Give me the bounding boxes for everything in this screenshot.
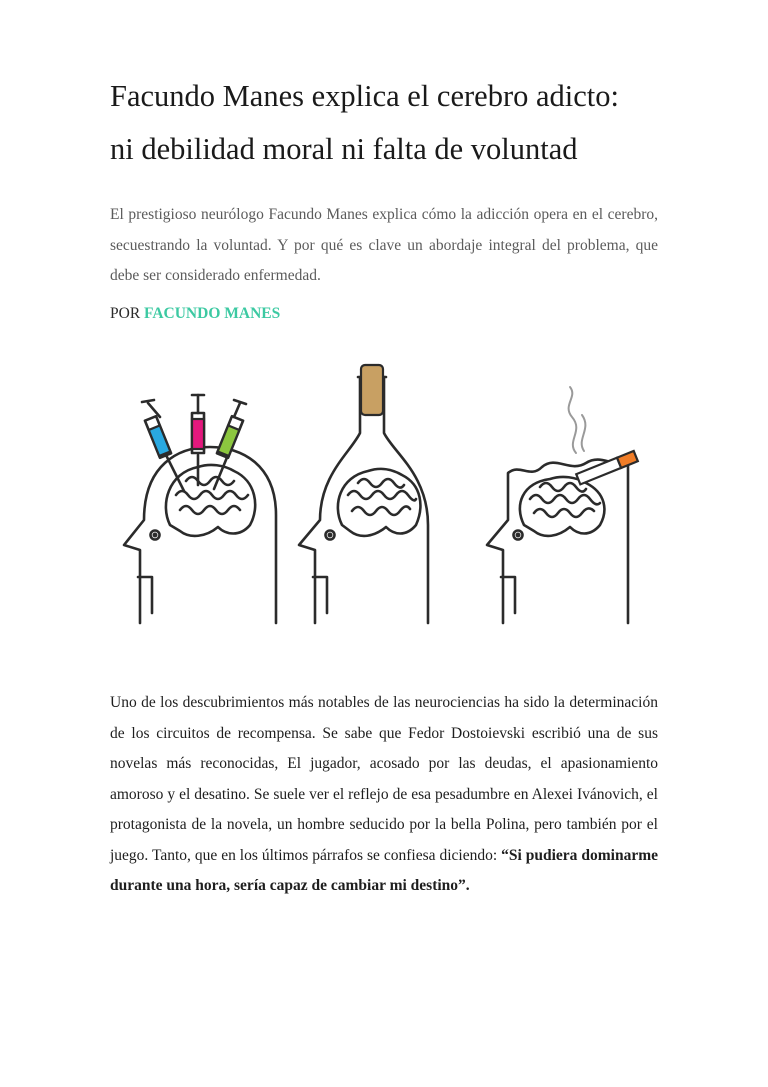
byline-prefix: POR [110,305,141,322]
article-subtitle: El prestigioso neurólogo Facundo Manes explica cómo la adicción opera en el cerebro, secuestrando la voluntad. Y por qué es clave un abordaje integral del problema, que debe ser considerado enfermedad. [110,206,658,284]
addicted-brain-illustration [110,355,658,630]
title-line-1: Facundo Manes explica el cerebro adicto: [110,79,619,113]
head-ashtray [487,387,628,623]
article-title [110,70,670,176]
byline [110,302,280,326]
bottle-cork [361,365,383,415]
dostoevsky-quote: “Si pudiera dominarme durante una hora, sería capaz de cambiar mi destino”. [110,846,658,894]
author-link[interactable]: FACUNDO MANES [144,305,281,322]
title-line-2: ni debilidad moral ni falta de voluntad [110,132,578,166]
article-body [110,688,658,902]
syringe-magenta-fill [192,419,204,449]
body-paragraph: Uno de los descubrimientos más notables de las neurociencias ha sido la determinación de los circuitos de recompensa. Se sabe que Fedor Dostoievski escribió una de sus novelas más reconocidas, El jugador, acosado por las deudas, el apasionamiento amoroso y el desatino. Se suele ver el reflejo de esa pesadumbre en Alexei Ivánovich, el protagonista de la novela, un hombre seducido por la bella Polina, pero también por el juego. Tanto, que en los últimos párrafos se confiesa diciendo: [110,694,658,864]
syringe-blue-fill [149,425,171,455]
